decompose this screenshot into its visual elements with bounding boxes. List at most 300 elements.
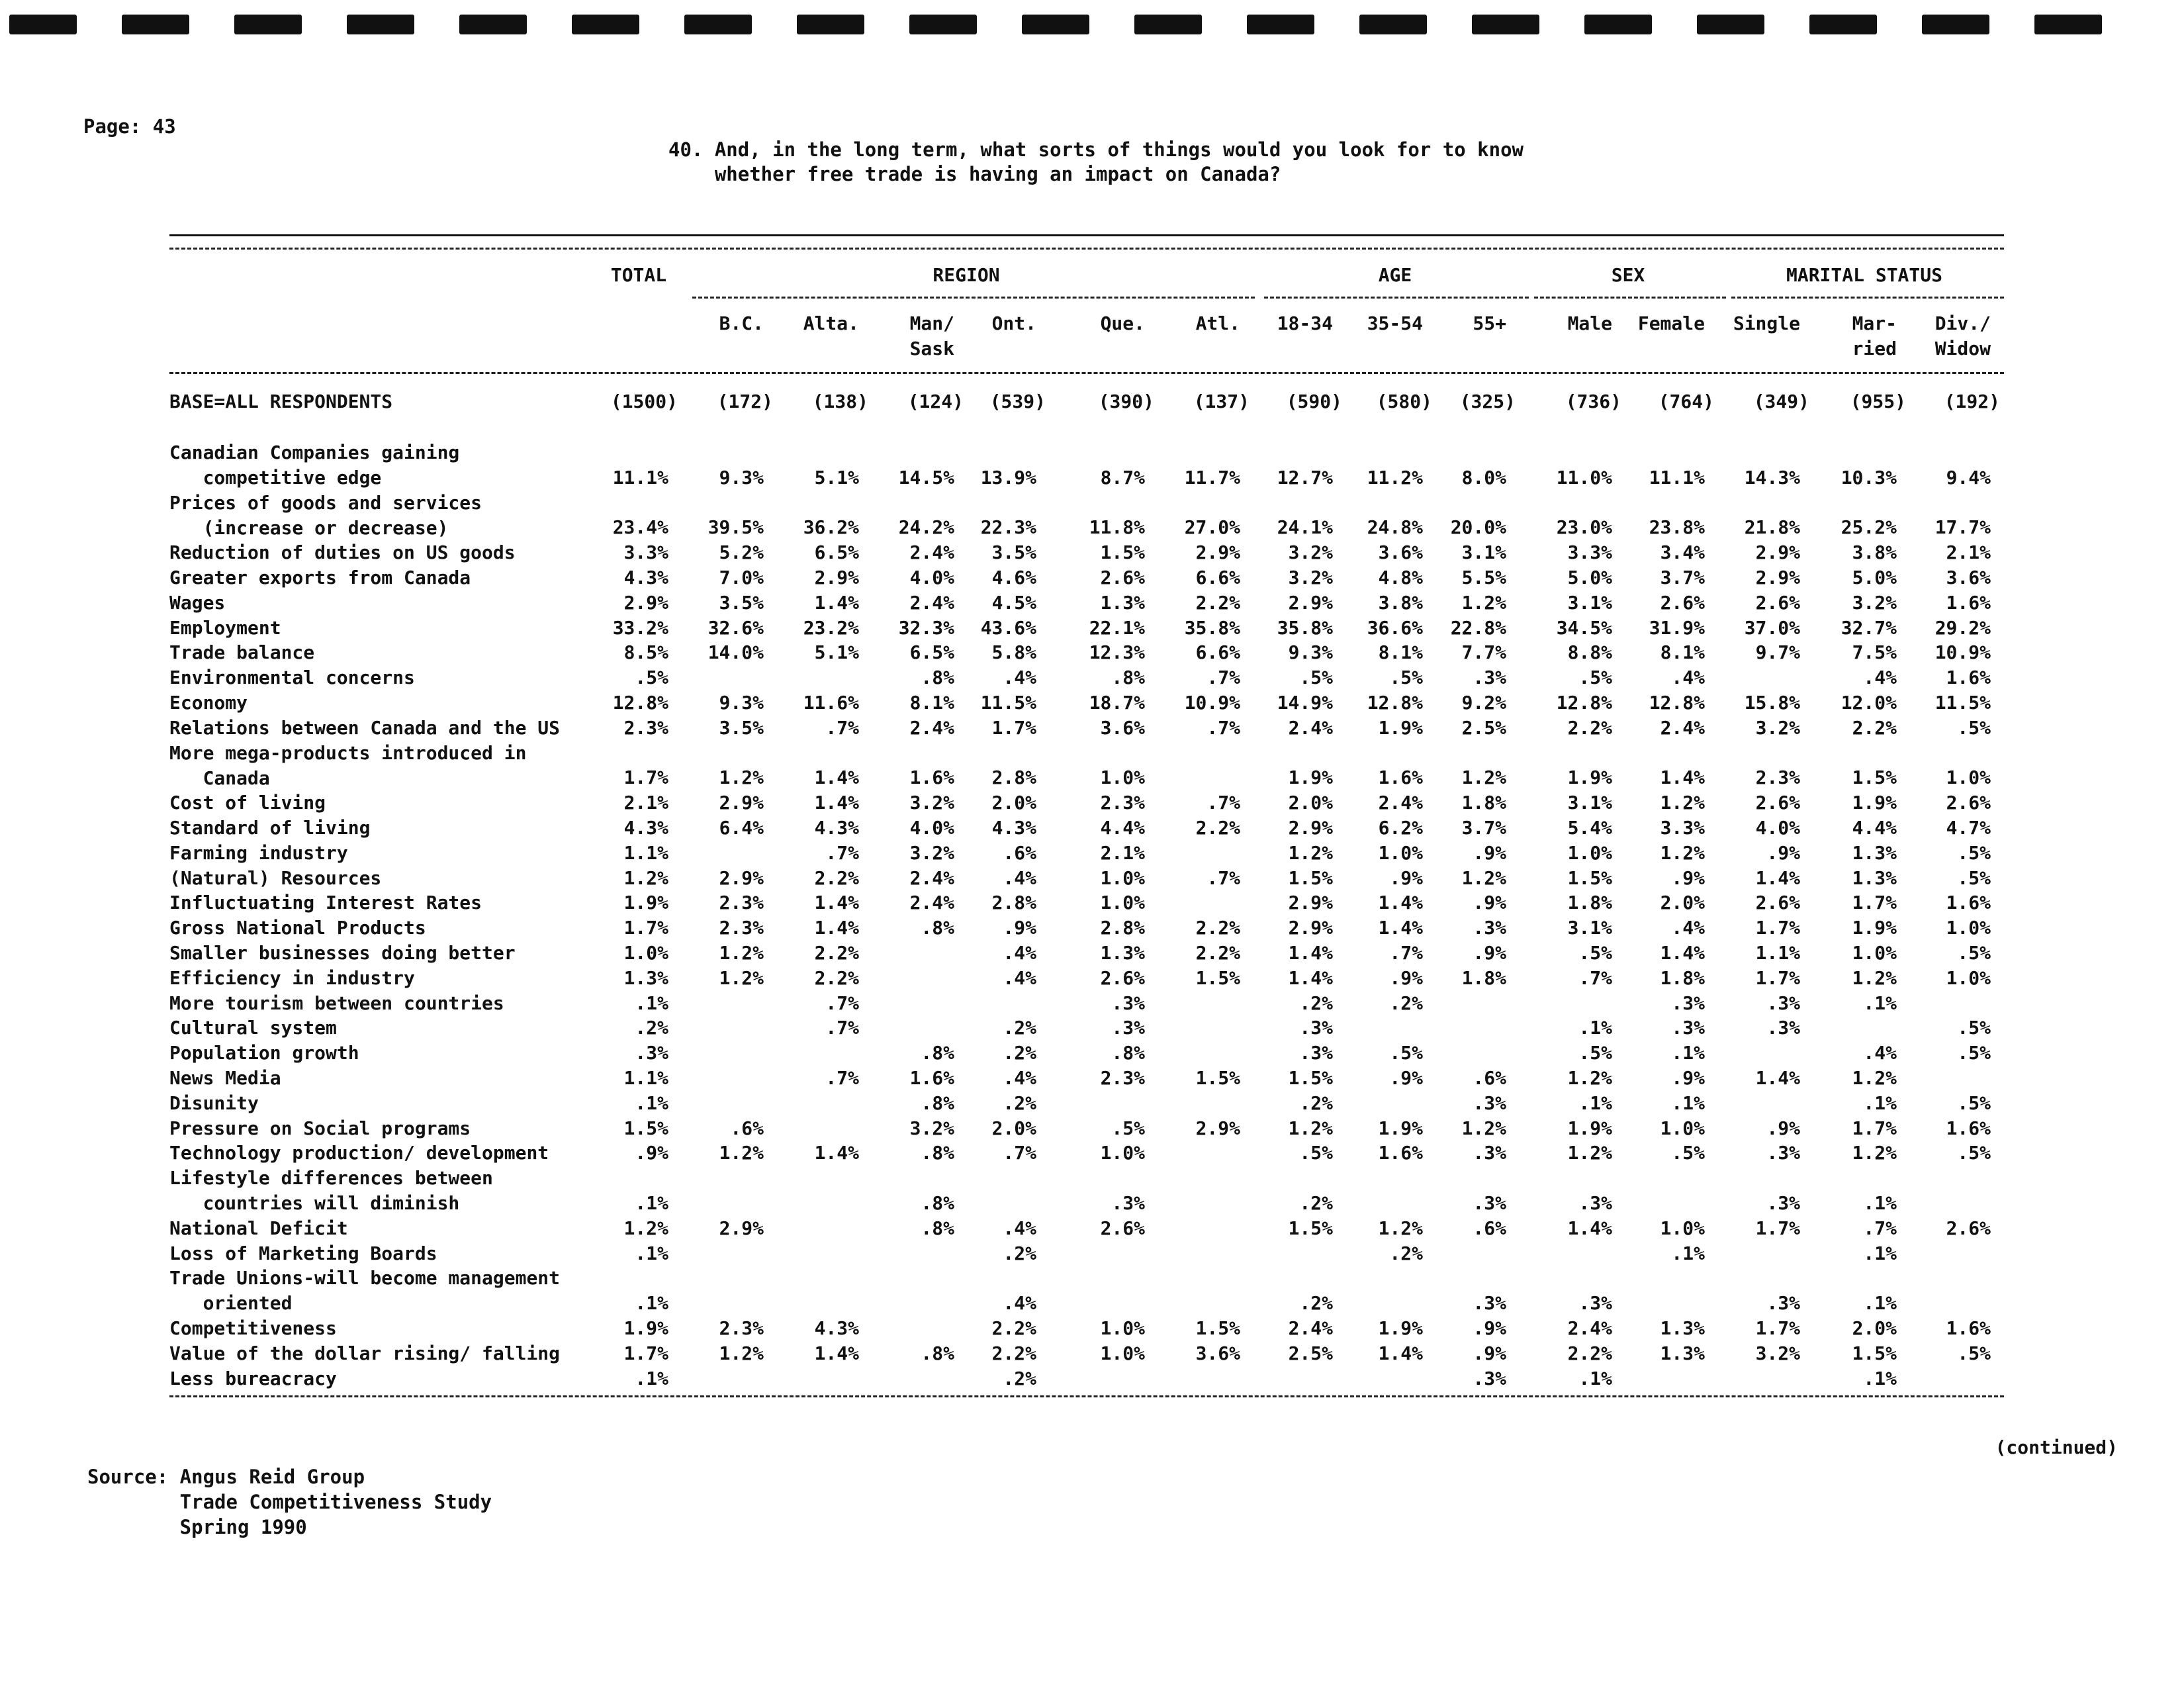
row-label: Influctuating Interest Rates — [169, 892, 482, 914]
column-header: Male — [1567, 312, 1612, 334]
table-cell: 35.8% — [1184, 616, 1240, 639]
row-label: Wages — [169, 591, 226, 614]
table-cell: 2.2% — [991, 1342, 1036, 1364]
table-cell: .6% — [1473, 1067, 1506, 1089]
table-cell: 5.1% — [814, 641, 859, 664]
group-total: TOTAL — [610, 264, 667, 286]
table-cell: .1% — [635, 1292, 668, 1315]
table-cell: 2.2% — [1567, 716, 1612, 739]
table-cell: 2.9% — [719, 1217, 764, 1239]
table-cell: 24.1% — [1277, 516, 1333, 539]
table-cell: 1.4% — [814, 792, 859, 814]
region-underline — [692, 297, 1255, 299]
continued-note: (continued) — [1995, 1436, 2118, 1458]
column-header: Que. — [1100, 312, 1145, 334]
table-cell: 1.0% — [1852, 942, 1897, 964]
table-cell: 2.9% — [719, 792, 764, 814]
table-cell: 6.5% — [909, 641, 954, 664]
feed-hole — [797, 15, 864, 34]
table-cell: 3.2% — [1852, 591, 1897, 614]
table-cell: 1.2% — [1660, 792, 1705, 814]
row-label: Gross National Products — [169, 917, 426, 939]
table-cell: 2.4% — [1660, 716, 1705, 739]
table-cell: 1.7% — [623, 767, 668, 789]
table-cell: .1% — [1863, 992, 1897, 1014]
table-cell: 1.1% — [623, 1067, 668, 1089]
table-cell: 1.4% — [1755, 866, 1800, 889]
question-text: 40. And, in the long term, what sorts of things would you look for to know whether free trade is having an impact on Canada? — [668, 138, 1524, 185]
table-cell: 1.3% — [1852, 866, 1897, 889]
table-cell: 5.8% — [991, 641, 1036, 664]
table-cell: 1.6% — [1946, 1117, 1991, 1139]
table-cell: 3.3% — [1660, 817, 1705, 839]
table-cell: 3.5% — [719, 591, 764, 614]
table-cell: 3.1% — [1567, 792, 1612, 814]
table-cell: 4.8% — [1378, 567, 1423, 588]
table-cell: .4% — [1863, 1042, 1897, 1064]
base-cell: (138) — [812, 391, 868, 412]
table-cell: 1.4% — [1378, 892, 1423, 914]
table-cell: 1.4% — [1288, 942, 1333, 964]
table-cell: 1.2% — [1567, 1142, 1612, 1164]
table-cell: .2% — [1299, 1192, 1333, 1214]
row-label: Trade balance — [169, 641, 315, 664]
table-cell: .5% — [1957, 716, 1991, 739]
table-cell: 2.9% — [719, 866, 764, 889]
table-cell: 9.2% — [1461, 692, 1506, 714]
table-cell: 2.9% — [1288, 917, 1333, 939]
table-cell: 2.1% — [1100, 841, 1145, 864]
table-cell: 8.0% — [1461, 466, 1506, 489]
table-cell: .5% — [1299, 667, 1333, 689]
table-cell: 32.6% — [707, 616, 764, 639]
table-cell: .1% — [635, 1092, 668, 1114]
table-cell: .8% — [921, 1217, 954, 1239]
table-cell: .8% — [921, 1192, 954, 1214]
table-cell: .7% — [825, 716, 859, 739]
table-cell: 5.5% — [1461, 567, 1506, 588]
table-cell: 1.7% — [991, 716, 1036, 739]
table-cell: 11.1% — [1649, 466, 1705, 489]
table-cell: 1.0% — [1378, 841, 1423, 864]
table-cell: 1.0% — [1946, 917, 1991, 939]
table-cell: 1.2% — [1288, 1117, 1333, 1139]
table-cell: 1.9% — [623, 1317, 668, 1339]
table-cell: 1.2% — [1852, 1067, 1897, 1089]
table-cell: .8% — [1111, 1042, 1145, 1064]
page-number: Page: 43 — [83, 115, 176, 138]
table-cell: 3.2% — [1288, 541, 1333, 564]
table-cell: .8% — [1111, 667, 1145, 689]
table-cell: .5% — [1957, 841, 1991, 864]
column-header: Man/ Sask — [909, 312, 954, 359]
table-cell: 4.5% — [991, 591, 1036, 614]
table-cell: .3% — [1766, 992, 1800, 1014]
table-cell: 1.0% — [1100, 767, 1145, 789]
table-cell: 2.4% — [1288, 716, 1333, 739]
feed-hole — [1922, 15, 1989, 34]
table-cell: 32.3% — [898, 616, 954, 639]
table-cell: 1.2% — [1660, 841, 1705, 864]
row-label: (Natural) Resources — [169, 866, 382, 889]
table-cell: 1.0% — [1946, 966, 1991, 989]
table-cell: 36.2% — [803, 516, 859, 539]
column-header: 35-54 — [1367, 312, 1423, 334]
row-label: Disunity — [169, 1092, 259, 1114]
table-cell: .9% — [1671, 1067, 1705, 1089]
table-cell: 2.9% — [814, 567, 859, 588]
column-header: B.C. — [719, 312, 764, 334]
table-cell: 12.7% — [1277, 466, 1333, 489]
row-label: Cost of living — [169, 792, 326, 814]
table-cell: .3% — [1299, 1017, 1333, 1039]
table-cell: 11.0% — [1556, 466, 1612, 489]
table-cell: 22.3% — [980, 516, 1036, 539]
table-cell: 6.4% — [719, 817, 764, 839]
table-cell: 4.0% — [1755, 817, 1800, 839]
table-cell: .9% — [1766, 841, 1800, 864]
group-sex: SEX — [1611, 264, 1645, 286]
table-cell: .3% — [1473, 667, 1506, 689]
table-cell: 11.1% — [612, 466, 668, 489]
bottom-dashed-rule — [169, 1395, 2004, 1397]
base-cell: (390) — [1098, 391, 1154, 412]
table-cell: 23.4% — [612, 516, 668, 539]
table-cell: .3% — [1766, 1017, 1800, 1039]
table-cell: .3% — [635, 1042, 668, 1064]
table-cell: 3.4% — [1660, 541, 1705, 564]
table-cell: .8% — [921, 667, 954, 689]
table-cell: 7.7% — [1461, 641, 1506, 664]
table-cell: 2.3% — [1100, 1067, 1145, 1089]
table-cell: 5.4% — [1567, 817, 1612, 839]
table-cell: 9.7% — [1755, 641, 1800, 664]
table-cell: .3% — [1473, 1192, 1506, 1214]
table-cell: 11.2% — [1367, 466, 1423, 489]
table-cell: 1.6% — [1946, 667, 1991, 689]
table-cell: .4% — [1003, 966, 1036, 989]
table-cell: 14.3% — [1744, 466, 1800, 489]
table-cell: .8% — [921, 1092, 954, 1114]
table-cell: .3% — [1299, 1042, 1333, 1064]
table-cell: 1.4% — [1660, 767, 1705, 789]
table-cell: .2% — [1299, 992, 1333, 1014]
table-cell: 15.8% — [1744, 692, 1800, 714]
table-cell: .7% — [825, 992, 859, 1014]
table-cell: 1.0% — [1660, 1117, 1705, 1139]
feed-hole — [1472, 15, 1539, 34]
table-cell: 14.9% — [1277, 692, 1333, 714]
table-cell: .4% — [1003, 1292, 1036, 1315]
table-cell: 14.0% — [707, 641, 764, 664]
row-label: Competitiveness — [169, 1317, 337, 1339]
table-cell: .3% — [1111, 1017, 1145, 1039]
table-cell: 2.4% — [909, 866, 954, 889]
table-cell: 3.2% — [1755, 1342, 1800, 1364]
table-cell: 1.5% — [1567, 866, 1612, 889]
table-cell: 12.8% — [1556, 692, 1612, 714]
table-cell: 20.0% — [1450, 516, 1506, 539]
table-cell: 3.6% — [1195, 1342, 1240, 1364]
table-cell: 1.2% — [1288, 841, 1333, 864]
table-cell: 3.1% — [1567, 917, 1612, 939]
table-cell: .7% — [1206, 866, 1240, 889]
table-cell: .5% — [1389, 667, 1423, 689]
table-cell: .5% — [1299, 1142, 1333, 1164]
table-cell: .1% — [1863, 1192, 1897, 1214]
table-cell: .3% — [1766, 1142, 1800, 1164]
table-cell: 2.6% — [1946, 1217, 1991, 1239]
table-cell: .7% — [825, 841, 859, 864]
table-cell: 17.7% — [1934, 516, 1991, 539]
base-cell: (580) — [1376, 391, 1432, 412]
table-cell: .1% — [635, 992, 668, 1014]
feed-hole — [1247, 15, 1314, 34]
column-header: Single — [1733, 312, 1800, 334]
row-label: Canadian Companies gaining competitive edge — [169, 442, 460, 489]
column-header: Alta. — [803, 312, 859, 334]
table-cell: 7.0% — [719, 567, 764, 588]
table-cell: 1.2% — [623, 1217, 668, 1239]
row-label: Greater exports from Canada — [169, 567, 471, 588]
table-cell: .9% — [1766, 1117, 1800, 1139]
row-label: Cultural system — [169, 1017, 337, 1039]
table-cell: 2.9% — [1288, 591, 1333, 614]
table-cell: .9% — [1389, 866, 1423, 889]
table-cell: 2.9% — [1288, 892, 1333, 914]
table-cell: 1.6% — [1946, 1317, 1991, 1339]
row-label: More mega-products introduced in Canada — [169, 741, 527, 789]
table-cell: .4% — [1671, 917, 1705, 939]
table-cell: .2% — [1003, 1242, 1036, 1264]
feed-hole — [572, 15, 639, 34]
table-cell: .3% — [1473, 1092, 1506, 1114]
table-cell: 31.9% — [1649, 616, 1705, 639]
table-cell: 1.3% — [623, 966, 668, 989]
table-cell: 2.3% — [719, 1317, 764, 1339]
table-cell: .1% — [1671, 1042, 1705, 1064]
column-header: Div./ Widow — [1934, 312, 1991, 359]
table-cell: 6.5% — [814, 541, 859, 564]
table-cell: 7.5% — [1852, 641, 1897, 664]
table-cell: 1.5% — [1195, 966, 1240, 989]
table-cell: .1% — [1578, 1367, 1612, 1389]
table-cell: 12.8% — [1649, 692, 1705, 714]
table-cell: 1.2% — [1378, 1217, 1423, 1239]
table-cell: 4.3% — [991, 817, 1036, 839]
table-cell: 11.8% — [1089, 516, 1145, 539]
table-cell: 2.5% — [1461, 716, 1506, 739]
table-cell: 8.1% — [1660, 641, 1705, 664]
table-cell: 8.1% — [909, 692, 954, 714]
table-cell: 1.4% — [1755, 1067, 1800, 1089]
table-cell: 13.9% — [980, 466, 1036, 489]
table-cell: 2.3% — [1755, 767, 1800, 789]
table-cell: 1.4% — [814, 917, 859, 939]
table-cell: .6% — [1003, 841, 1036, 864]
table-cell: .9% — [1473, 1317, 1506, 1339]
table-cell: 2.2% — [814, 942, 859, 964]
table-cell: 1.2% — [1461, 866, 1506, 889]
table-cell: 1.7% — [1755, 917, 1800, 939]
row-label: Lifestyle differences between countries will diminish — [169, 1167, 493, 1215]
table-cell: 3.2% — [1288, 567, 1333, 588]
table-cell: 2.9% — [1195, 1117, 1240, 1139]
table-cell: 2.1% — [1946, 541, 1991, 564]
table-cell: .7% — [1206, 792, 1240, 814]
table-cell: .5% — [1671, 1142, 1705, 1164]
base-label: BASE=ALL RESPONDENTS — [169, 391, 393, 412]
base-cell: (172) — [717, 391, 773, 412]
table-cell: .2% — [1003, 1042, 1036, 1064]
row-label: Less bureacracy — [169, 1367, 337, 1389]
table-cell: .1% — [635, 1242, 668, 1264]
table-cell: .9% — [635, 1142, 668, 1164]
table-cell: .1% — [1671, 1242, 1705, 1264]
table-cell: .5% — [1957, 942, 1991, 964]
table-cell: 2.2% — [1195, 942, 1240, 964]
table-cell: 1.2% — [1567, 1067, 1612, 1089]
table-cell: .5% — [1957, 1142, 1991, 1164]
table-cell: .2% — [1299, 1092, 1333, 1114]
table-cell: .5% — [1957, 1042, 1991, 1064]
table-cell: 4.3% — [623, 817, 668, 839]
table-cell: 4.4% — [1100, 817, 1145, 839]
feed-hole — [234, 15, 302, 34]
table-cell: 9.3% — [719, 692, 764, 714]
table-cell: 3.8% — [1378, 591, 1423, 614]
table-cell: .9% — [1473, 1342, 1506, 1364]
table-cell: 1.1% — [623, 841, 668, 864]
table-cell: 24.2% — [898, 516, 954, 539]
table-cell: 11.5% — [1934, 692, 1991, 714]
table-cell: 10.9% — [1184, 692, 1240, 714]
table-cell: .9% — [1473, 942, 1506, 964]
base-cell: (955) — [1850, 391, 1906, 412]
table-cell: .7% — [1003, 1142, 1036, 1164]
table-cell: 2.0% — [1660, 892, 1705, 914]
table-cell: 11.7% — [1184, 466, 1240, 489]
table-cell: .4% — [1003, 866, 1036, 889]
table-cell: 1.9% — [1852, 792, 1897, 814]
table-cell: .4% — [1671, 667, 1705, 689]
table-cell: 2.4% — [909, 541, 954, 564]
table-cell: 5.0% — [1852, 567, 1897, 588]
table-cell: 2.6% — [1100, 966, 1145, 989]
feed-hole — [1584, 15, 1652, 34]
table-cell: .1% — [635, 1192, 668, 1214]
table-cell: .9% — [1671, 866, 1705, 889]
table-cell: .5% — [1578, 942, 1612, 964]
table-cell: 2.2% — [814, 866, 859, 889]
row-label: National Deficit — [169, 1217, 348, 1239]
feed-hole — [122, 15, 189, 34]
table-cell: .7% — [1389, 942, 1423, 964]
table-cell: 1.3% — [1852, 841, 1897, 864]
table-cell: 23.8% — [1649, 516, 1705, 539]
table-cell: 2.3% — [1100, 792, 1145, 814]
table-cell: 1.6% — [909, 1067, 954, 1089]
table-cell: 33.2% — [612, 616, 668, 639]
table-cell: 5.0% — [1567, 567, 1612, 588]
base-cell: (124) — [907, 391, 964, 412]
table-cell: 12.3% — [1089, 641, 1145, 664]
table-cell: 3.2% — [909, 792, 954, 814]
table-cell: 3.7% — [1660, 567, 1705, 588]
table-cell: .3% — [1473, 1367, 1506, 1389]
table-cell: .1% — [635, 1367, 668, 1389]
table-cell: .8% — [921, 917, 954, 939]
table-cell: .4% — [1003, 1217, 1036, 1239]
table-cell: .7% — [825, 1017, 859, 1039]
table-cell: .4% — [1003, 667, 1036, 689]
column-header: Mar- ried — [1852, 312, 1897, 359]
base-cell: (192) — [1944, 391, 2000, 412]
table-cell: 1.4% — [1567, 1217, 1612, 1239]
table-cell: 1.6% — [909, 767, 954, 789]
table-cell: 2.1% — [623, 792, 668, 814]
table-cell: 1.7% — [1852, 1117, 1897, 1139]
table-cell: 2.4% — [1567, 1317, 1612, 1339]
table-cell: 43.6% — [980, 616, 1036, 639]
table-cell: 1.5% — [1852, 1342, 1897, 1364]
table-cell: .1% — [1863, 1367, 1897, 1389]
feed-hole — [459, 15, 527, 34]
table-cell: 24.8% — [1367, 516, 1423, 539]
table-cell: 9.3% — [719, 466, 764, 489]
row-label: Smaller businesses doing better — [169, 942, 516, 964]
column-header: 18-34 — [1277, 312, 1333, 334]
table-cell: 2.2% — [1195, 917, 1240, 939]
feed-hole — [1809, 15, 1877, 34]
table-cell: 1.6% — [1378, 767, 1423, 789]
table-cell: 1.9% — [1378, 1117, 1423, 1139]
table-cell: .5% — [635, 667, 668, 689]
table-cell: 1.2% — [1852, 966, 1897, 989]
table-cell: .3% — [1766, 1292, 1800, 1315]
base-cell: (325) — [1459, 391, 1516, 412]
table-cell: .9% — [1389, 1067, 1423, 1089]
column-header: Female — [1637, 312, 1705, 334]
table-cell: .3% — [1578, 1192, 1612, 1214]
table-cell: 1.7% — [1755, 1317, 1800, 1339]
table-cell: 1.6% — [1946, 892, 1991, 914]
table-cell: 3.2% — [909, 1117, 954, 1139]
marital-underline — [1731, 297, 2004, 299]
table-cell: 2.3% — [719, 892, 764, 914]
table-cell: 10.9% — [1934, 641, 1991, 664]
table-cell: 29.2% — [1934, 616, 1991, 639]
table-cell: 1.4% — [1288, 966, 1333, 989]
table-cell: 34.5% — [1556, 616, 1612, 639]
row-label: More tourism between countries — [169, 992, 504, 1014]
table-cell: .9% — [1389, 966, 1423, 989]
table-cell: 2.4% — [909, 892, 954, 914]
table-cell: .5% — [1578, 667, 1612, 689]
table-cell: 3.6% — [1100, 716, 1145, 739]
table-cell: 3.8% — [1852, 541, 1897, 564]
table-cell: 12.8% — [1367, 692, 1423, 714]
table-cell: 10.3% — [1841, 466, 1897, 489]
table-cell: .7% — [825, 1067, 859, 1089]
table-cell: .2% — [1389, 1242, 1423, 1264]
table-cell: 1.6% — [1946, 591, 1991, 614]
row-label: Value of the dollar rising/ falling — [169, 1342, 561, 1364]
top-rule — [169, 234, 2004, 236]
table-cell: 1.3% — [1660, 1342, 1705, 1364]
table-cell: .3% — [1671, 1017, 1705, 1039]
table-cell: .3% — [1766, 1192, 1800, 1214]
